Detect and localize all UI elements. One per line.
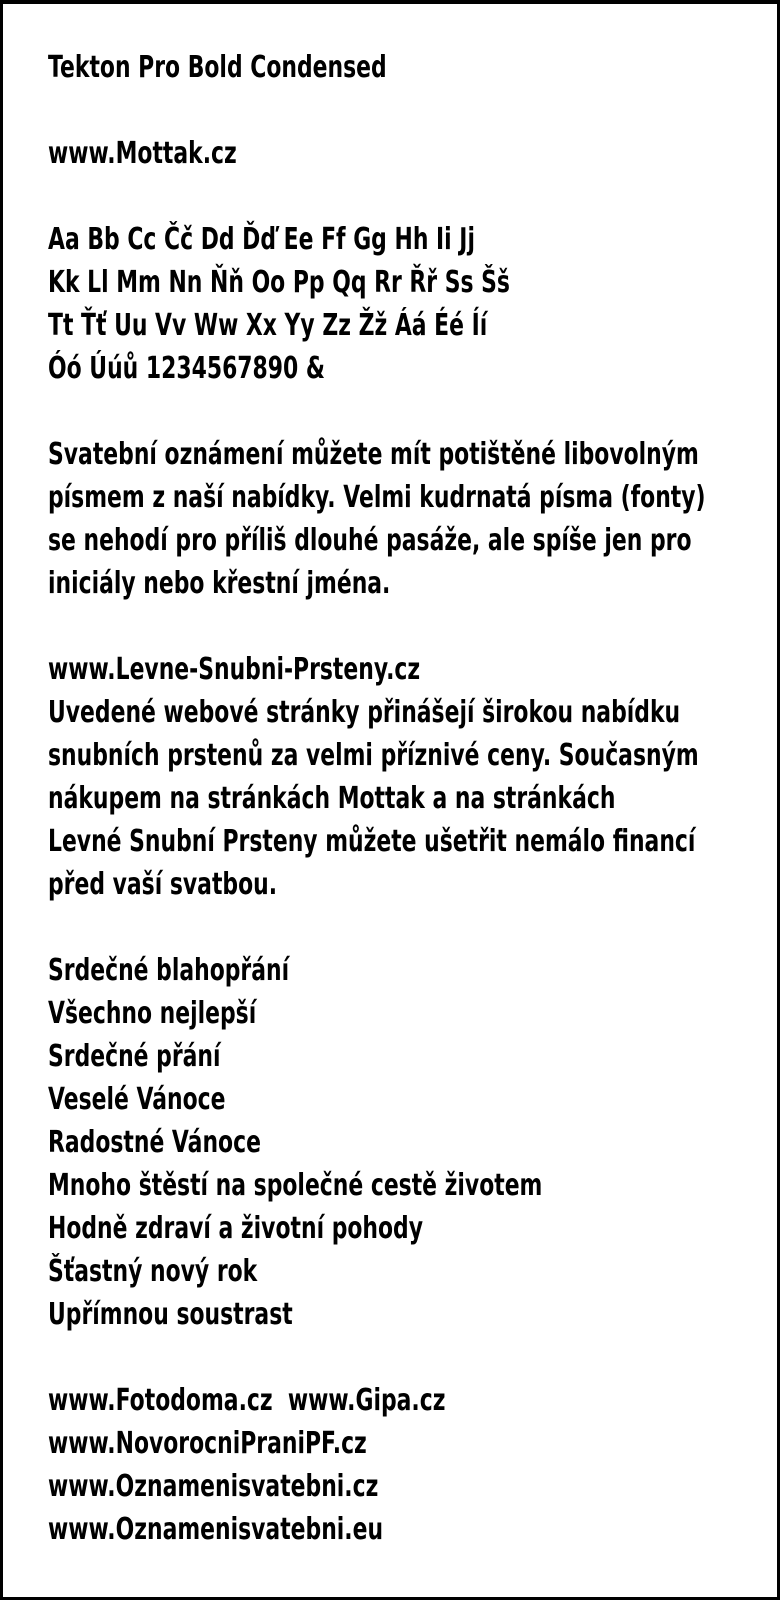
alphabet-line: Kk Ll Mm Nn Ňň Oo Pp Qq Rr Řř Ss Šš <box>48 265 510 300</box>
intro-paragraph <box>48 433 778 605</box>
greeting-line: Radostné Vánoce <box>48 1125 261 1160</box>
intro-paragraph-line: Svatební oznámení můžete mít potištěné libovolným <box>48 437 699 472</box>
greeting-line: Všechno nejlepší <box>48 996 257 1031</box>
greeting-line: Veselé Vánoce <box>48 1082 226 1117</box>
shop-paragraph-line: před vaší svatbou. <box>48 867 278 902</box>
shop-paragraph-line: nákupem na stránkách Mottak a na stránkách <box>48 781 616 816</box>
alphabet-line: Óó Úúů 1234567890 & <box>48 351 325 386</box>
font-title: Tekton Pro Bold Condensed <box>48 50 387 85</box>
publisher-url-section <box>48 132 778 175</box>
greetings-list <box>48 949 778 1336</box>
greeting-line: Upřímnou soustrast <box>48 1297 293 1332</box>
footer-url-line: www.Oznamenisvatebni.eu <box>48 1512 384 1547</box>
intro-paragraph-line: iniciály nebo křestní jména. <box>48 566 391 601</box>
greeting-line: Srdečné přání <box>48 1039 221 1074</box>
shop-block <box>48 648 778 906</box>
greeting-line: Šťastný nový rok <box>48 1254 258 1289</box>
footer-url-line: www.Oznamenisvatebni.cz <box>48 1469 379 1504</box>
footer-url-line: www.NovorocniPraniPF.cz <box>48 1426 367 1461</box>
greeting-line: Srdečné blahopřání <box>48 953 290 988</box>
shop-paragraph-line: Uvedené webové stránky přinášejí širokou nabídku <box>48 695 681 730</box>
shop-paragraph-line: snubních prstenů za velmi příznivé ceny. Současným <box>48 738 699 773</box>
alphabet-line: Aa Bb Cc Čč Dd Ďď Ee Ff Gg Hh Ii Jj <box>48 222 475 257</box>
font-title-section <box>48 46 778 89</box>
alphabet-sample <box>48 218 778 390</box>
shop-url: www.Levne-Snubni-Prsteny.cz <box>48 652 421 687</box>
greeting-line: Mnoho štěstí na společné cestě životem <box>48 1168 543 1203</box>
specimen-content <box>3 4 777 1551</box>
specimen-text-column <box>48 46 778 1551</box>
greeting-line: Hodně zdraví a životní pohody <box>48 1211 424 1246</box>
footer-url-line: www.Fotodoma.cz www.Gipa.cz <box>48 1383 446 1418</box>
footer-urls <box>48 1379 778 1551</box>
publisher-url: www.Mottak.cz <box>48 136 237 171</box>
intro-paragraph-line: se nehodí pro příliš dlouhé pasáže, ale spíše jen pro <box>48 523 692 558</box>
shop-paragraph-line: Levné Snubní Prsteny můžete ušetřit nemálo financí <box>48 824 696 859</box>
intro-paragraph-line: písmem z naší nabídky. Velmi kudrnatá písma (fonty) <box>48 480 706 515</box>
alphabet-line: Tt Ťť Uu Vv Ww Xx Yy Zz Žž Áá Éé Íí <box>48 308 488 343</box>
